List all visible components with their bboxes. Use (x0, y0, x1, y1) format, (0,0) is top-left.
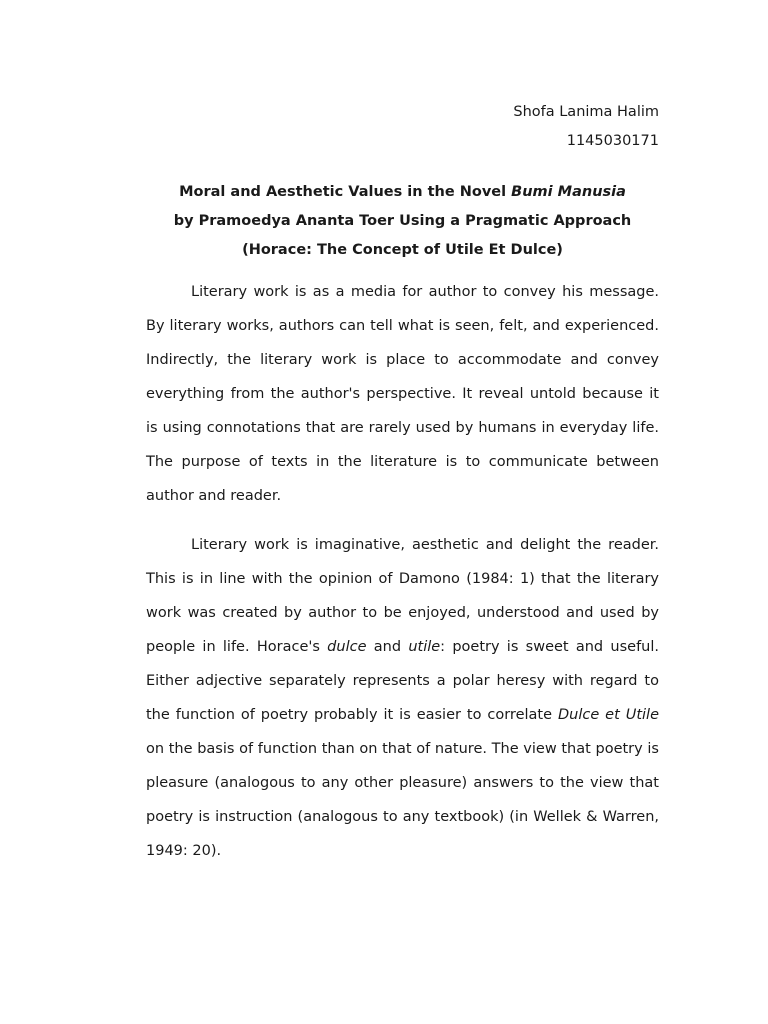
document-title (146, 178, 659, 265)
title-line-1-text: Moral and Aesthetic Values in the Novel (179, 184, 512, 200)
title-line-1 (146, 178, 659, 207)
term-dulce: dulce (327, 638, 367, 655)
title-line-2: by Pramoedya Ananta Toer Using a Pragmatic Approach (173, 213, 632, 229)
paragraph-2-part-4: on the basis of function than on that of nature. The view that poetry is pleasure (analogous to any other pleasure) answers to the view that poetry is instruction (analogous to any textbook) (in Wellek & Warren, 1949: 20). (146, 740, 659, 859)
paragraph-2-part-3: : poetry is sweet and useful. Either adjective separately represents a polar heresy with regard to the function of poetry probably it is easier to correlate (146, 638, 659, 723)
student-id: 1145030171 (566, 133, 659, 149)
term-utile: utile (408, 638, 441, 655)
term-dulce-et-utile: Dulce et Utile (557, 706, 659, 723)
document-page (146, 98, 659, 882)
author-name: Shofa Lanima Halim (513, 104, 659, 120)
paragraph-2-part-2: and (366, 638, 409, 655)
paragraph-2 (146, 528, 659, 868)
paragraph-2-part-1: Literary work is imaginative, aesthetic and delight the reader. This is in line with the opinion of Damono (1984: 1) that the literary work was created by author to be enjoyed, understood and used by people in life. Horace's (146, 536, 659, 655)
author-block (146, 98, 659, 156)
paragraph-1: Literary work is as a media for author to convey his message. By literary works, authors can tell what is seen, felt, and experienced. Indirectly, the literary work is place to accommodate and convey everything from the author's perspective. It reveal untold because it is using connotations that are rarely used by humans in everyday life. The purpose of texts in the literature is to communicate between author and reader. (146, 284, 659, 504)
title-line-3: (Horace: The Concept of Utile Et Dulce) (242, 242, 563, 258)
novel-title: Bumi Manusia (511, 184, 626, 200)
